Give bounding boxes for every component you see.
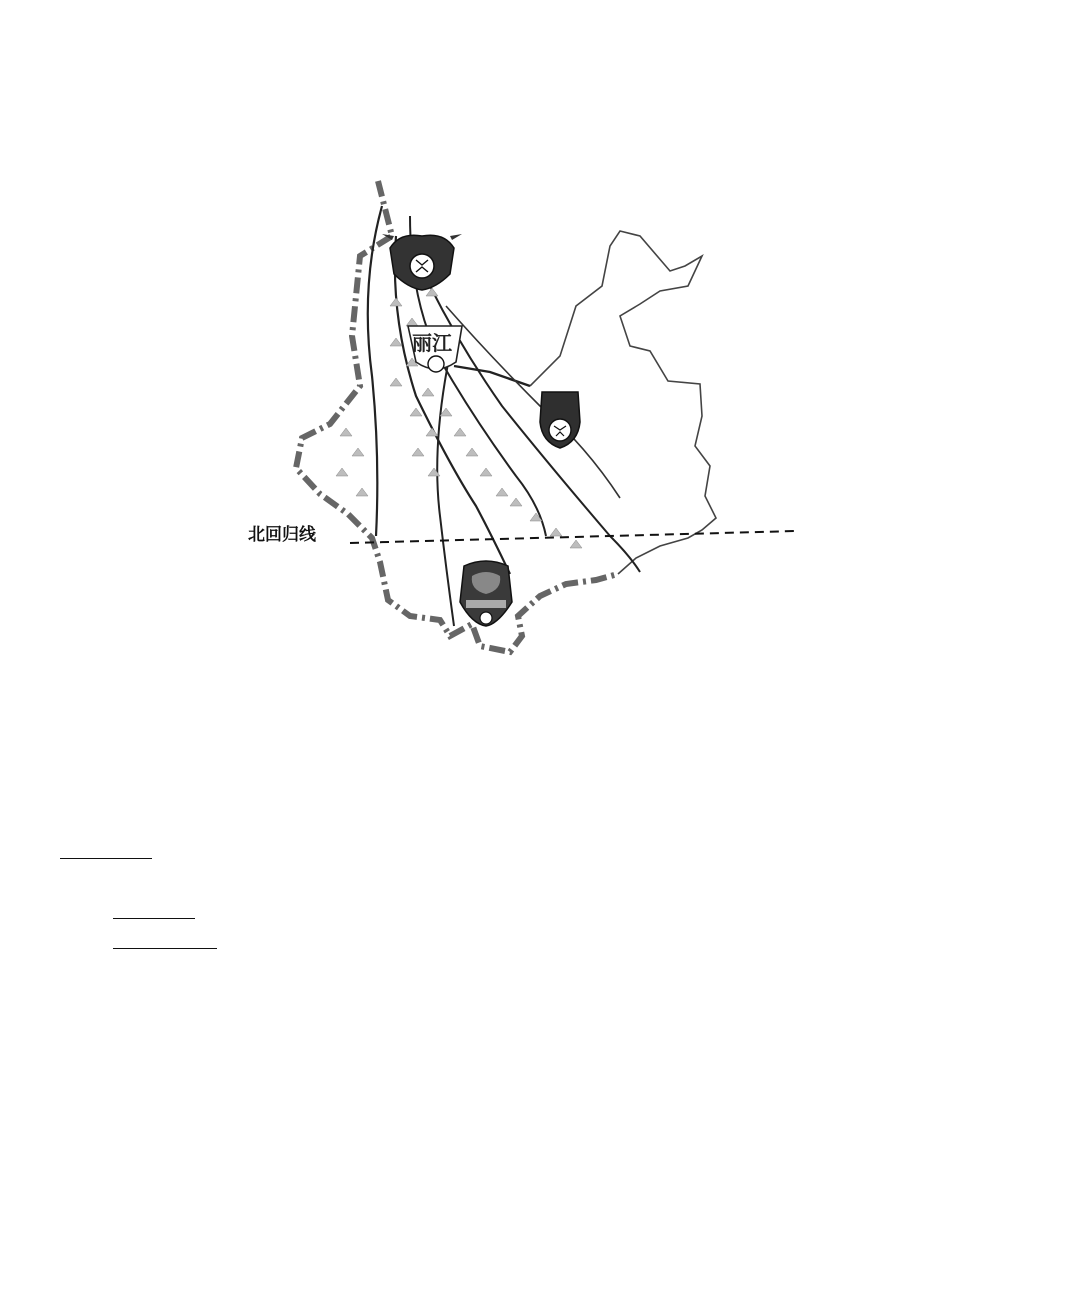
answer-blank-ethnic-group[interactable] bbox=[60, 834, 152, 859]
tropic-label: 北回归线 bbox=[248, 525, 316, 545]
lijiang-label: 丽江 bbox=[412, 331, 452, 355]
river-line-1 bbox=[368, 206, 382, 536]
north-boundary bbox=[454, 366, 530, 386]
tropic-of-cancer-line bbox=[350, 531, 796, 543]
kunming-team-badge bbox=[540, 392, 580, 448]
question-2-line-4 bbox=[113, 924, 217, 957]
xishuangbanna-team-badge bbox=[460, 561, 512, 626]
yunnan-map bbox=[240, 176, 810, 666]
question-2-line-3 bbox=[113, 894, 195, 927]
answer-blank-altitude-factor[interactable] bbox=[113, 924, 217, 949]
river-line-5 bbox=[446, 306, 620, 498]
diqing-team-badge bbox=[382, 234, 462, 290]
question-2-line-1 bbox=[60, 834, 152, 867]
answer-blank-mountain-region[interactable] bbox=[113, 894, 195, 919]
